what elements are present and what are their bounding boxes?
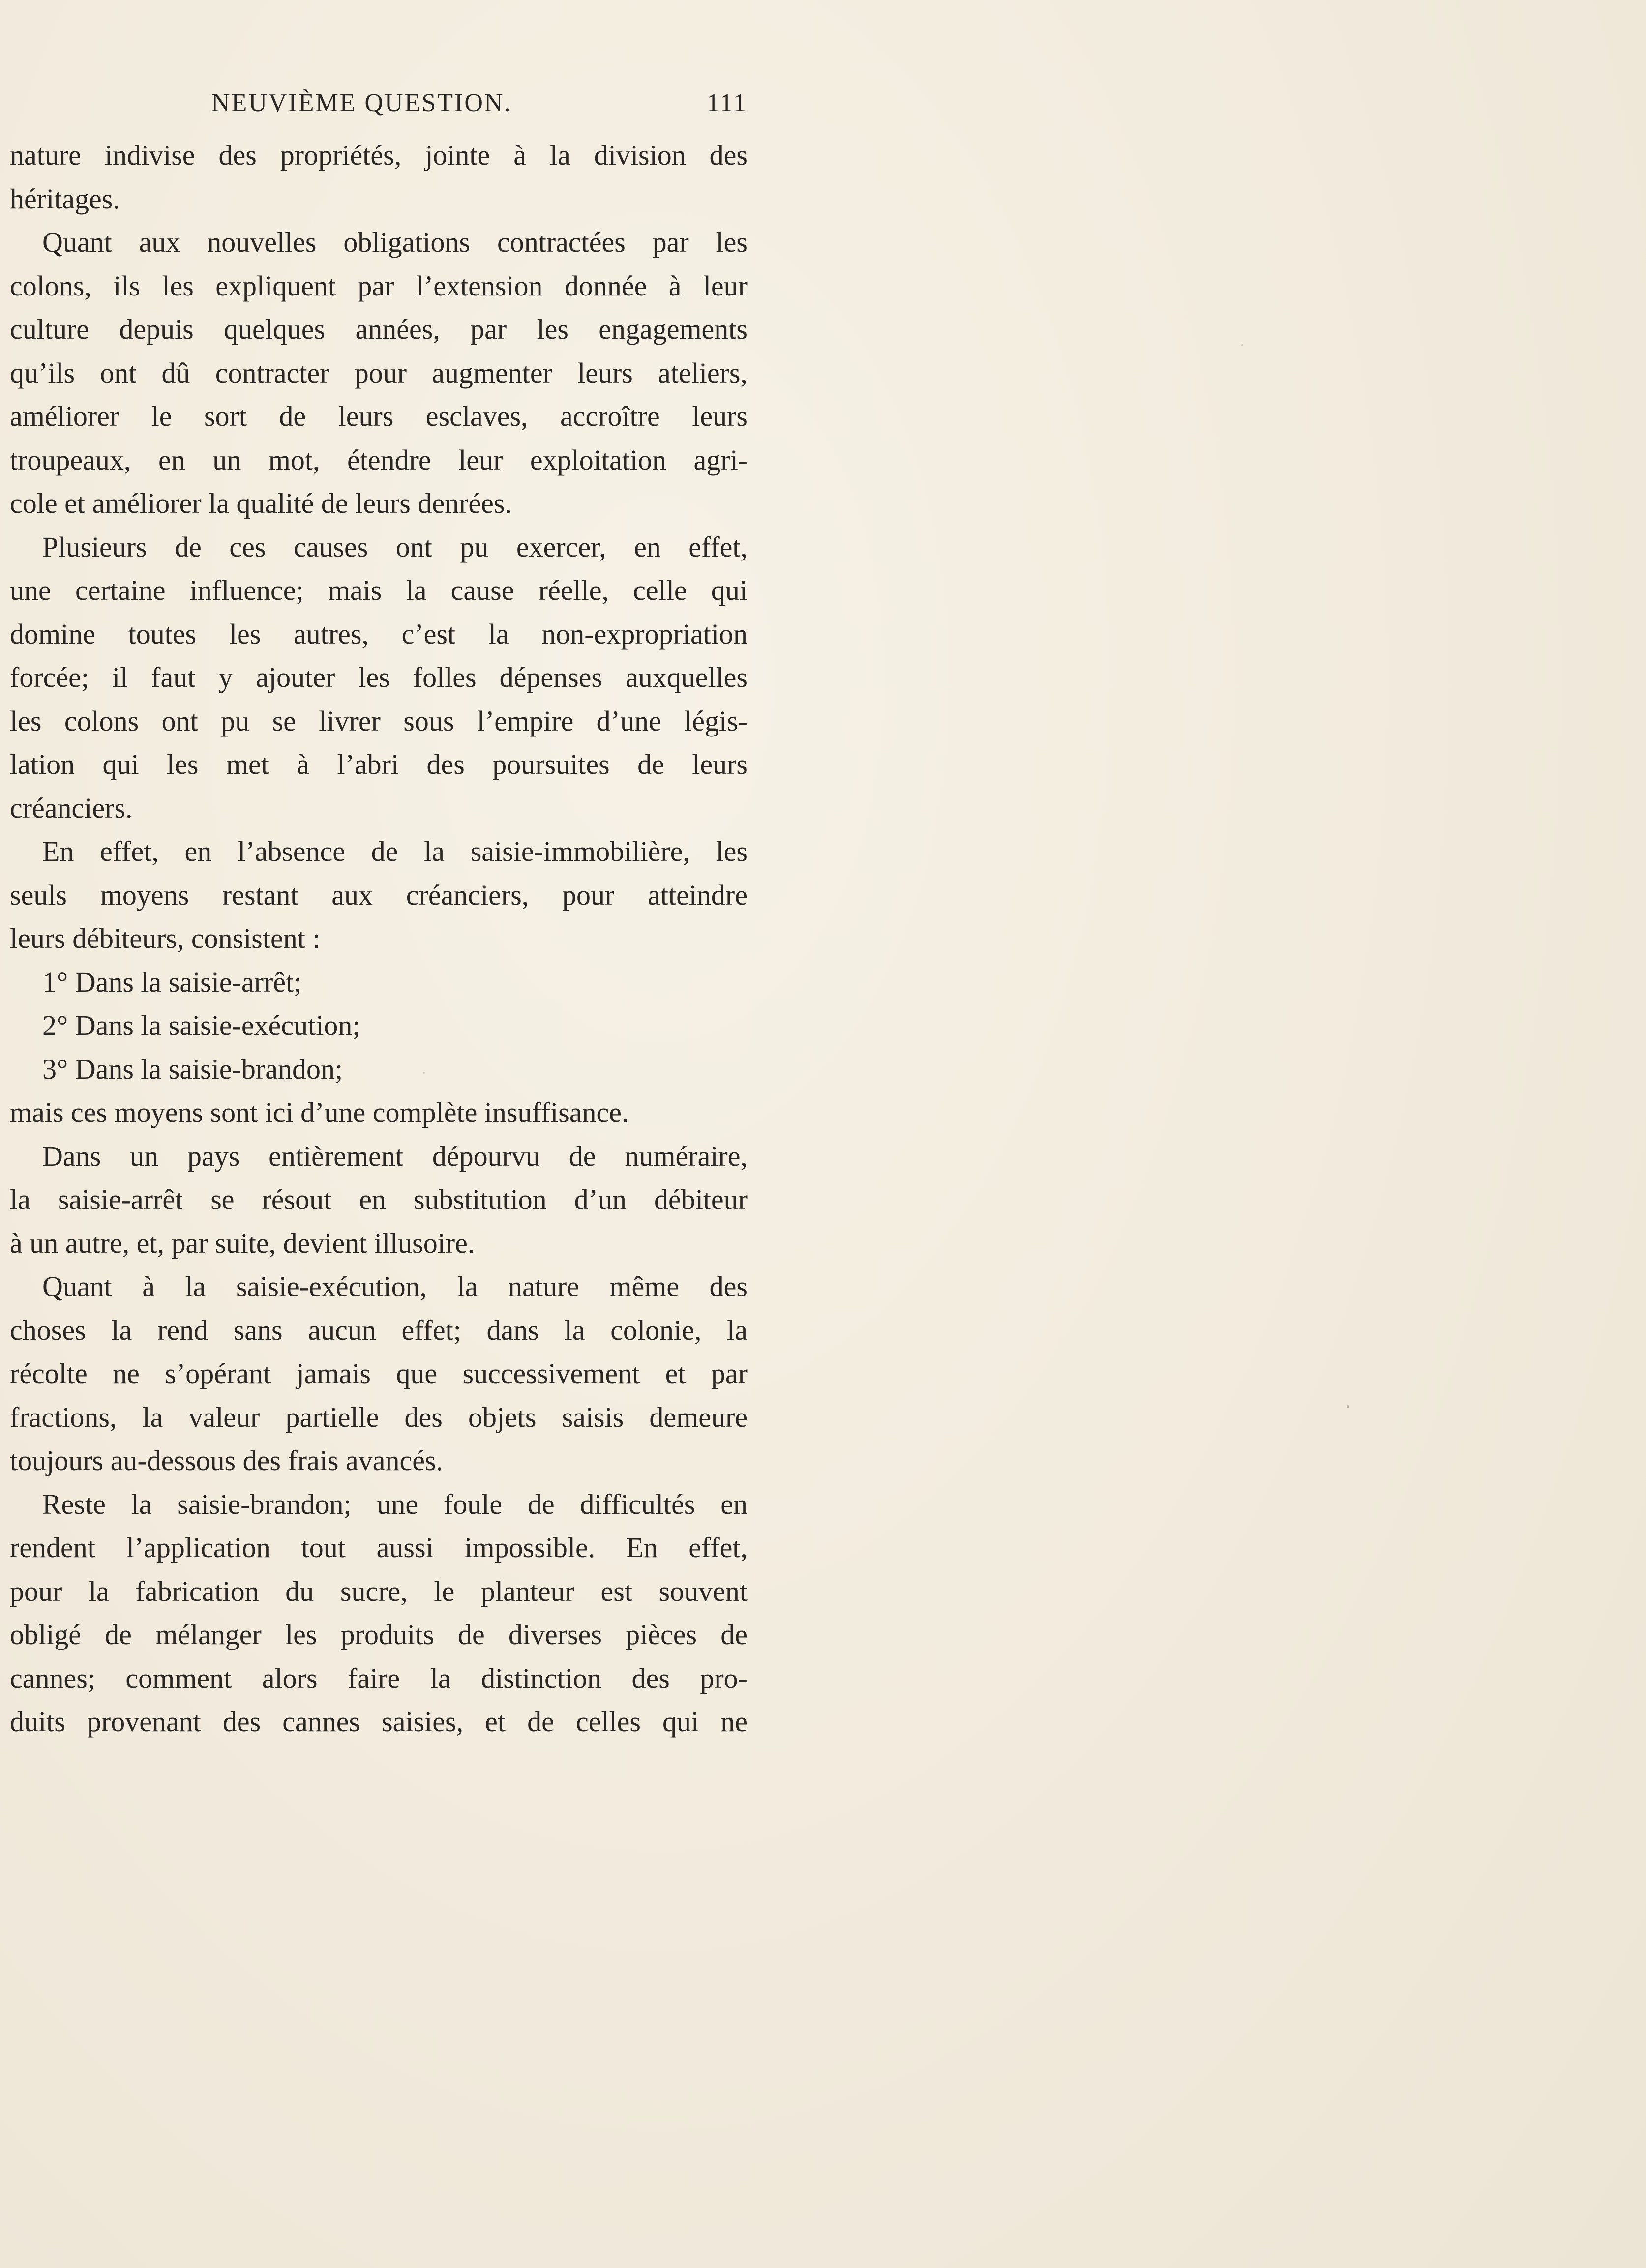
text-line: forcée; il faut y ajouter les folles dépenses auxquelles	[10, 661, 748, 693]
text-line: Quant à la saisie-exécution, la nature même des	[42, 1270, 748, 1302]
running-title: NEUVIÈME QUESTION.	[211, 89, 512, 117]
text-line: Plusieurs de ces causes ont pu exercer, en effet,	[42, 530, 748, 563]
text-line: cole et améliorer la qualité de leurs denrées.	[10, 487, 512, 519]
paper-speck	[1347, 1405, 1349, 1408]
text-line: une certaine influence; mais la cause réelle, celle qui	[10, 574, 748, 606]
text-line: troupeaux, en un mot, étendre leur exploitation agri-	[10, 443, 748, 476]
text-line: héritages.	[10, 182, 120, 215]
text-line: à un autre, et, par suite, devient illusoire.	[10, 1227, 475, 1259]
text-line: leurs débiteurs, consistent :	[10, 922, 321, 954]
text-line: obligé de mélanger les produits de diverses pièces de	[10, 1619, 748, 1650]
text-line: duits provenant des cannes saisies, et de celles qui ne	[10, 1706, 748, 1738]
text-line: les colons ont pu se livrer sous l’empire d’une légis-	[10, 705, 748, 737]
text-line: seuls moyens restant aux créanciers, pour atteindre	[10, 879, 748, 911]
text-line: culture depuis quelques années, par les engagements	[10, 313, 748, 345]
text-line: cannes; comment alors faire la distinction des pro-	[10, 1662, 748, 1694]
text-line: 2° Dans la saisie-exécution;	[42, 1009, 360, 1041]
text-line: qu’ils ont dû contracter pour augmenter leurs ateliers,	[10, 356, 748, 389]
text-line: lation qui les met à l’abri des poursuites de leurs	[10, 748, 748, 780]
paper-speck	[1241, 344, 1243, 346]
text-line: créanciers.	[10, 792, 133, 824]
text-line: fractions, la valeur partielle des objets saisis demeure	[10, 1401, 748, 1433]
text-line: colons, ils les expliquent par l’extension donnée à leur	[10, 269, 748, 302]
text-line: Reste la saisie-brandon; une foule de difficultés en	[42, 1488, 748, 1520]
text-line: toujours au-dessous des frais avancés.	[10, 1444, 444, 1476]
text-line: 3° Dans la saisie-brandon;	[42, 1053, 343, 1085]
text-line: la saisie-arrêt se résout en substitution d’un débiteur	[10, 1183, 748, 1215]
text-line: Quant aux nouvelles obligations contractées par les	[42, 226, 748, 258]
text-line: En effet, en l’absence de la saisie-immobilière, les	[42, 835, 748, 867]
paper-speck	[423, 1072, 425, 1074]
body-text	[10, 134, 748, 1744]
text-line: 1° Dans la saisie-arrêt;	[42, 966, 302, 998]
text-line: Dans un pays entièrement dépourvu de numéraire,	[42, 1140, 748, 1172]
text-line: choses la rend sans aucun effet; dans la colonie, la	[10, 1314, 748, 1346]
text-line: domine toutes les autres, c’est la non-expropriation	[10, 618, 748, 650]
text-line: mais ces moyens sont ici d’une complète insuffisance.	[10, 1096, 629, 1128]
page-header	[211, 88, 748, 128]
text-line: rendent l’application tout aussi impossible. En effet,	[10, 1532, 748, 1563]
page-number: 111	[706, 89, 748, 117]
text-line: pour la fabrication du sucre, le planteur est souvent	[10, 1575, 748, 1607]
text-line: améliorer le sort de leurs esclaves, accroître leurs	[10, 400, 748, 432]
text-line: récolte ne s’opérant jamais que successivement et par	[10, 1357, 748, 1389]
text-line: nature indivise des propriétés, jointe à la division des	[10, 139, 748, 171]
